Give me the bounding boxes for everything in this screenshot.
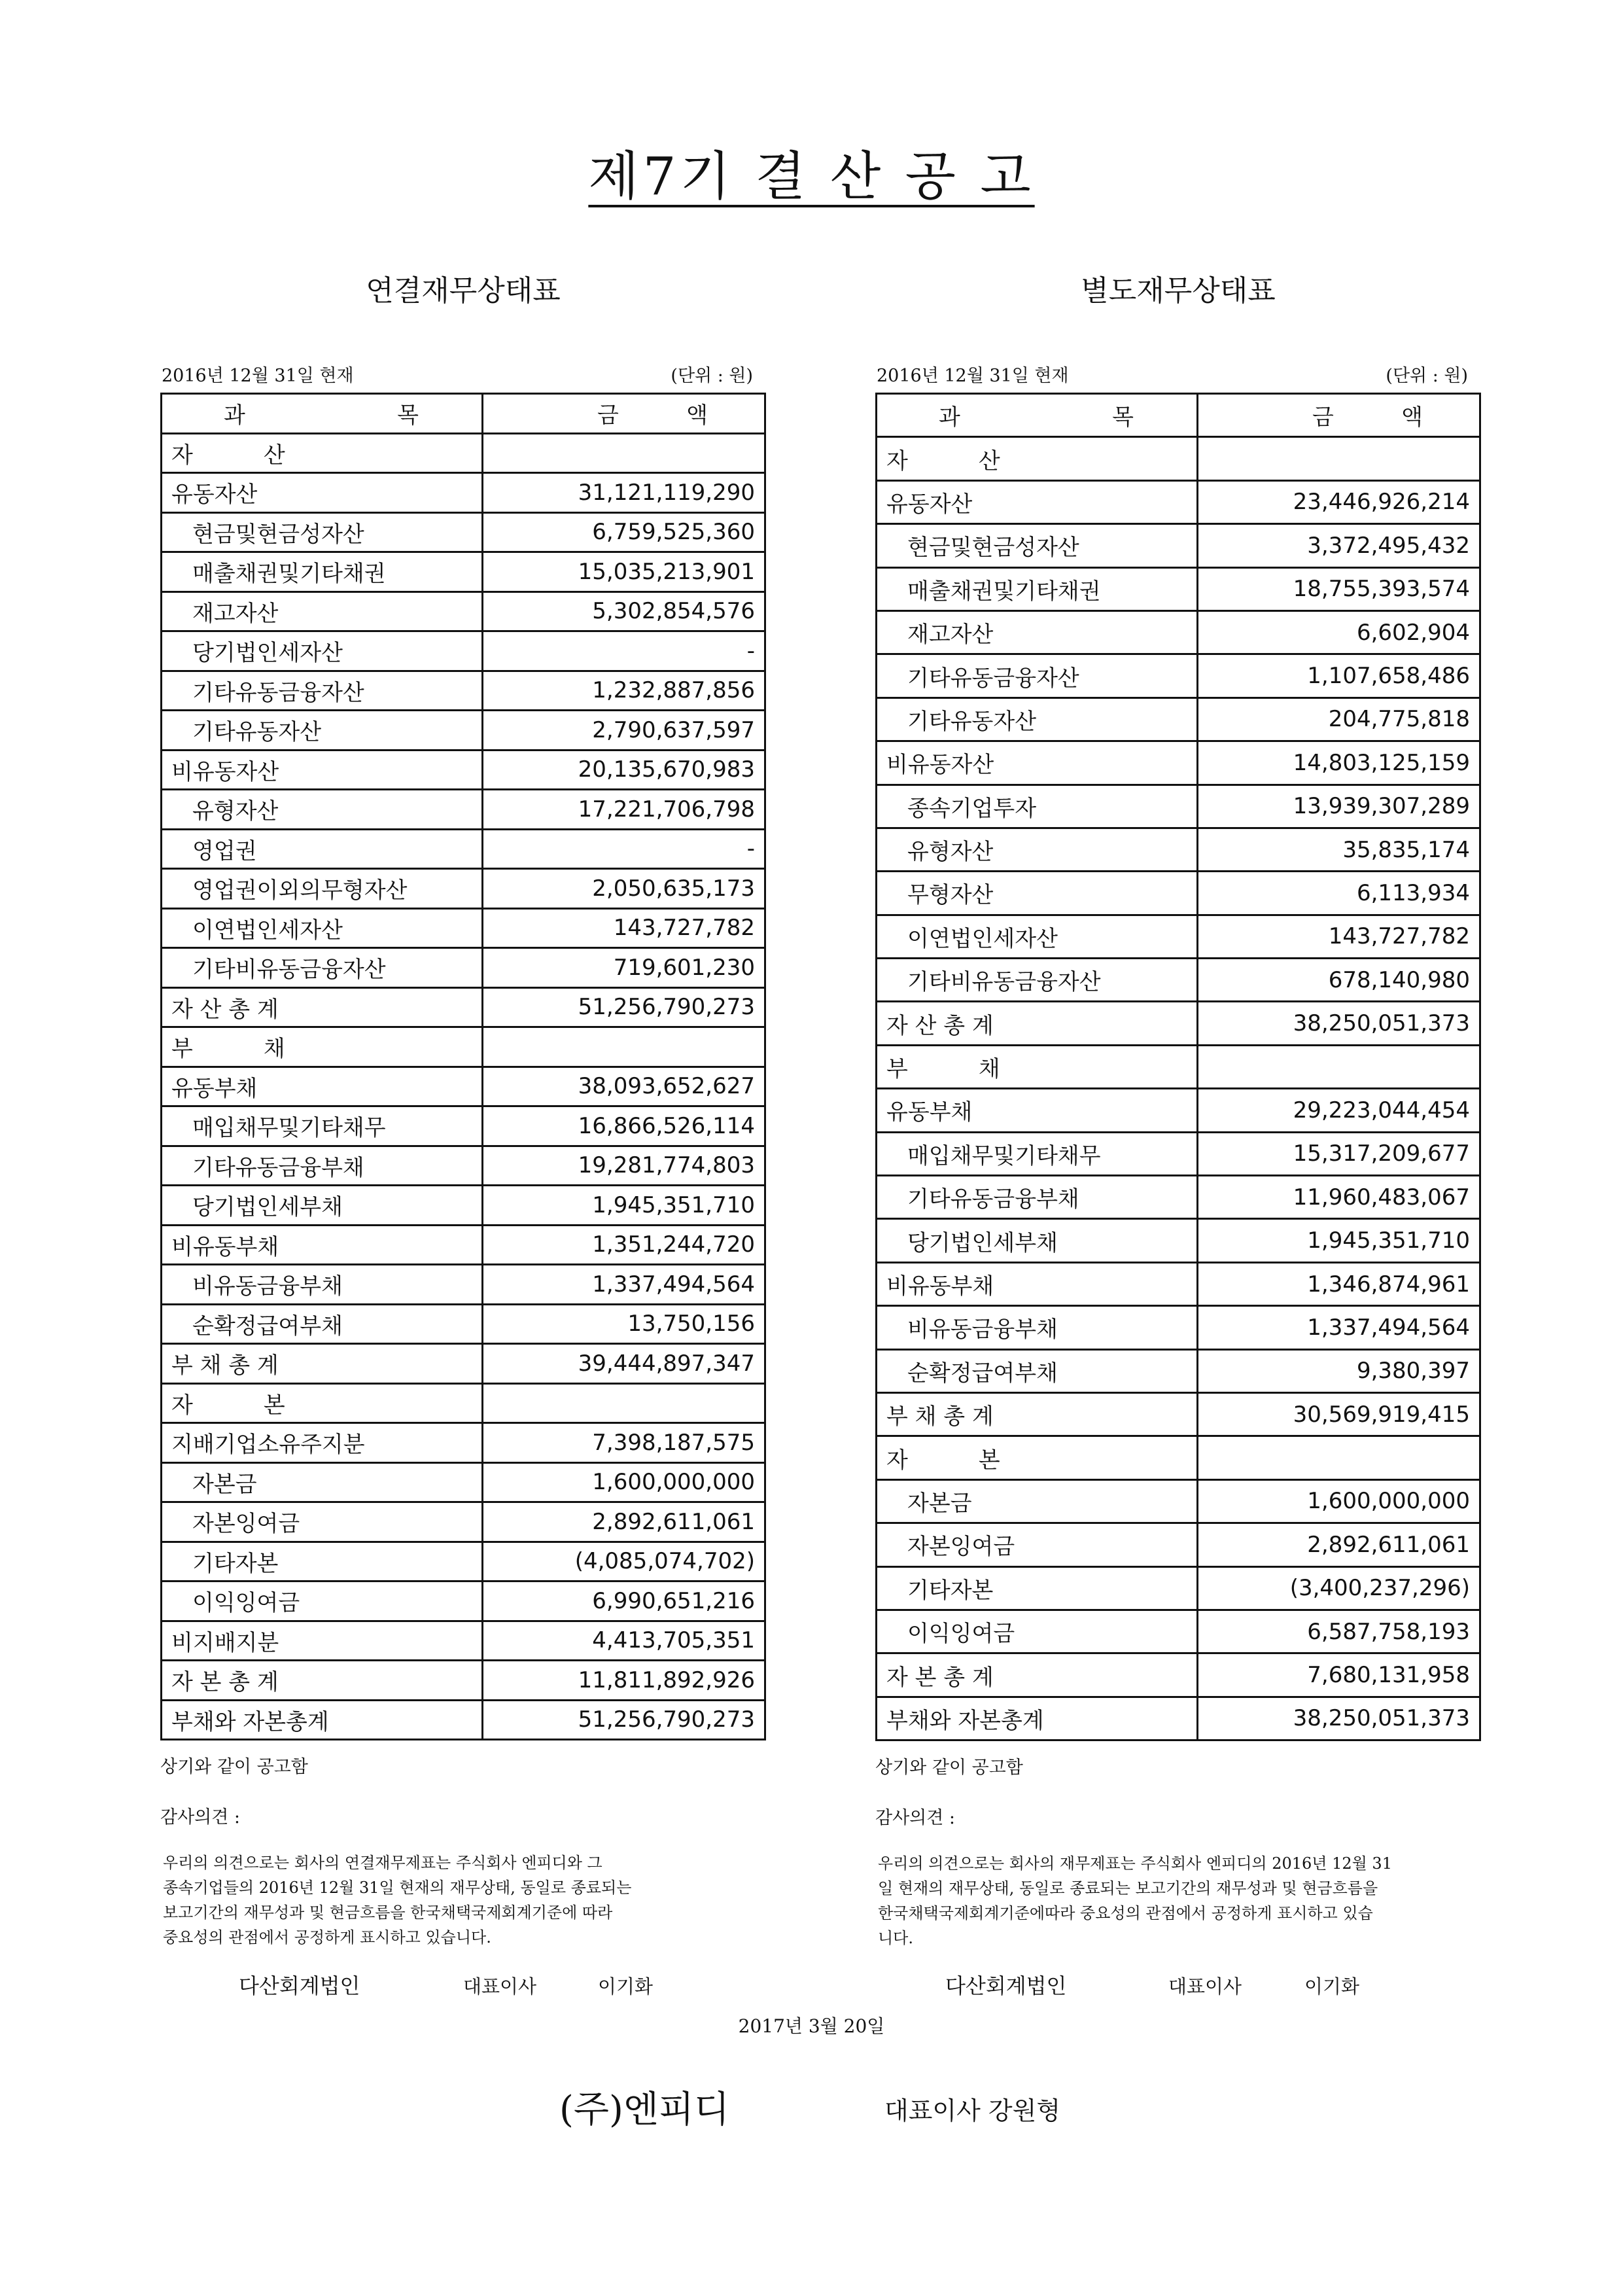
account-name: 비유동금융부채: [162, 1265, 483, 1305]
account-amount: 1,600,000,000: [483, 1462, 765, 1502]
account-amount: 4,413,705,351: [483, 1621, 765, 1661]
account-name: 유동부채: [877, 1089, 1198, 1132]
account-name: 비유동자산: [877, 741, 1198, 785]
account-amount: 719,601,230: [483, 948, 765, 988]
header-item-b: 목: [1112, 404, 1135, 431]
account-name: 당기법인세부채: [877, 1219, 1198, 1262]
table-header-row: [877, 394, 1480, 437]
account-amount: 15,317,209,677: [1198, 1132, 1480, 1175]
account-name: 당기법인세부채: [162, 1186, 483, 1226]
header-amount: [483, 394, 765, 434]
table-row: [877, 915, 1480, 958]
account-amount: 19,281,774,803: [483, 1146, 765, 1186]
account-amount: 35,835,174: [1198, 828, 1480, 871]
account-name: 부 채 총 계: [877, 1392, 1198, 1436]
account-name: 유동자산: [877, 480, 1198, 523]
header-amount-a: 금: [1312, 404, 1335, 431]
account-name: 이연법인세자산: [162, 908, 483, 948]
table-row: [162, 631, 765, 671]
account-name: 매출채권및기타채권: [162, 552, 483, 592]
account-amount: (3,400,237,296): [1198, 1566, 1480, 1610]
account-name: 재고자산: [877, 610, 1198, 654]
account-amount: 143,727,782: [1198, 915, 1480, 958]
account-amount: 3,372,495,432: [1198, 524, 1480, 567]
account-amount: 17,221,706,798: [483, 790, 765, 830]
table-row: [877, 785, 1480, 828]
account-amount: -: [483, 829, 765, 869]
table-row: [162, 1027, 765, 1067]
table-row: [162, 552, 765, 592]
table-row: [162, 1304, 765, 1344]
account-name: 매입채무및기타채무: [877, 1132, 1198, 1175]
account-amount: 15,035,213,901: [483, 552, 765, 592]
opinion-line: 종속기업들의 2016년 12월 31일 현재의 재무상태, 동일로 종료되는: [163, 1879, 632, 1897]
account-amount: 39,444,897,347: [483, 1344, 765, 1384]
table-row: [162, 1225, 765, 1265]
table-row: [877, 872, 1480, 915]
table-row: [162, 512, 765, 552]
account-name: 종속기업투자: [877, 785, 1198, 828]
account-name: 이익잉여금: [877, 1610, 1198, 1653]
opinion-line: 중요성의 관점에서 공정하게 표시하고 있습니다.: [163, 1928, 491, 1947]
table-row: [877, 698, 1480, 741]
header-item-a: 과: [224, 402, 247, 429]
account-amount: 2,892,611,061: [483, 1502, 765, 1542]
table-row: [162, 1581, 765, 1621]
header-item: [877, 394, 1198, 437]
table-row: [162, 1423, 765, 1463]
auditor-name: 다산회계법인: [945, 1973, 1067, 1998]
company-name: (주)엔피디: [559, 2089, 730, 2131]
account-amount: [1198, 1436, 1480, 1479]
account-amount: 6,990,651,216: [483, 1581, 765, 1621]
table-row: [162, 1265, 765, 1305]
account-name: 재고자산: [162, 592, 483, 631]
table-row: [162, 1344, 765, 1384]
opinion-line: 우리의 의견으로는 회사의 재무제표는 주식회사 엔피디의 2016년 12월 31: [878, 1854, 1392, 1873]
header-amount-b: 액: [686, 402, 709, 429]
account-name: 무형자산: [877, 872, 1198, 915]
account-amount: 1,232,887,856: [483, 671, 765, 711]
account-name: 부 채: [877, 1045, 1198, 1088]
account-name: 부 채 총 계: [162, 1344, 483, 1384]
account-name: 기타자본: [162, 1542, 483, 1581]
account-name: 자 산 총 계: [162, 987, 483, 1027]
account-name: 지배기업소유주지분: [162, 1423, 483, 1463]
audit-opinion-text: [160, 1850, 752, 1950]
account-name: 기타비유동금융자산: [877, 959, 1198, 1002]
account-name: 기타유동자산: [162, 711, 483, 751]
page-title: 제7기 결 산 공 고: [588, 146, 1035, 207]
table-row: [162, 671, 765, 711]
account-name: 유동부채: [162, 1067, 483, 1106]
account-amount: 678,140,980: [1198, 959, 1480, 1002]
consolidated-statement-title: 연결재무상태표: [366, 274, 561, 308]
announcement-note: 상기와 같이 공고함: [875, 1757, 1023, 1778]
account-name: 비유동자산: [162, 750, 483, 790]
account-amount: 11,960,483,067: [1198, 1176, 1480, 1219]
statement-date: 2016년 12월 31일 현재: [877, 366, 1069, 386]
account-amount: 6,587,758,193: [1198, 1610, 1480, 1653]
publication-date: 2017년 3월 20일: [738, 2015, 885, 2037]
account-amount: 6,113,934: [1198, 872, 1480, 915]
audit-opinion-label: 감사의견 :: [875, 1808, 956, 1829]
account-name: 이익잉여금: [162, 1581, 483, 1621]
announcement-note: 상기와 같이 공고함: [160, 1757, 308, 1777]
account-name: 순확정급여부채: [162, 1304, 483, 1344]
account-name: 자본잉여금: [877, 1523, 1198, 1566]
account-amount: [483, 1383, 765, 1423]
table-row: [877, 1697, 1480, 1740]
table-row: [877, 959, 1480, 1002]
table-row: [877, 1089, 1480, 1132]
account-name: 기타유동자산: [877, 698, 1198, 741]
account-amount: 51,256,790,273: [483, 987, 765, 1027]
account-amount: 143,727,782: [483, 908, 765, 948]
table-row: [877, 1176, 1480, 1219]
account-name: 유동자산: [162, 473, 483, 513]
account-name: 기타자본: [877, 1566, 1198, 1610]
account-amount: 5,302,854,576: [483, 592, 765, 631]
table-row: [877, 1392, 1480, 1436]
table-row: [877, 1610, 1480, 1653]
table-row: [877, 1262, 1480, 1305]
account-name: 현금및현금성자산: [162, 512, 483, 552]
table-row: [162, 1186, 765, 1226]
statement-meta: [160, 353, 766, 393]
account-amount: 1,107,658,486: [1198, 654, 1480, 698]
table-row: [162, 1502, 765, 1542]
statement-unit: (단위 : 원): [671, 366, 753, 386]
account-amount: 29,223,044,454: [1198, 1089, 1480, 1132]
table-row: [877, 567, 1480, 610]
opinion-line: 한국채택국제회계기준에따라 중요성의 관점에서 공정하게 표시하고 있습: [878, 1904, 1373, 1923]
account-amount: 2,892,611,061: [1198, 1523, 1480, 1566]
separate-statement-title: 별도재무상태표: [1081, 274, 1276, 308]
header-amount: [1198, 394, 1480, 437]
account-amount: -: [483, 631, 765, 671]
account-name: 자 산: [162, 433, 483, 473]
account-name: 자본잉여금: [162, 1502, 483, 1542]
account-name: 기타유동금융자산: [162, 671, 483, 711]
account-amount: (4,085,074,702): [483, 1542, 765, 1581]
account-name: 이연법인세자산: [877, 915, 1198, 958]
account-amount: 1,945,351,710: [483, 1186, 765, 1226]
table-row: [162, 1661, 765, 1701]
header-item-b: 목: [397, 402, 420, 429]
account-amount: 6,602,904: [1198, 610, 1480, 654]
account-name: 현금및현금성자산: [877, 524, 1198, 567]
table-row: [877, 610, 1480, 654]
table-row: [162, 790, 765, 830]
account-amount: 1,600,000,000: [1198, 1479, 1480, 1523]
account-name: 기타유동금융부채: [162, 1146, 483, 1186]
table-row: [162, 1067, 765, 1106]
account-name: 기타비유동금융자산: [162, 948, 483, 988]
opinion-line: 일 현재의 재무상태, 동일로 종료되는 보고기간의 재무성과 및 현금흐름을: [878, 1879, 1378, 1898]
auditor-rep-label: 대표이사: [463, 1975, 537, 1998]
table-row: [162, 1621, 765, 1661]
account-name: 기타유동금융부채: [877, 1176, 1198, 1219]
account-amount: 1,346,874,961: [1198, 1262, 1480, 1305]
separate-statement-panel: [875, 268, 1481, 1951]
auditor-rep-name: 이기화: [1304, 1975, 1360, 1998]
statement-meta: [875, 353, 1481, 393]
account-name: 매입채무및기타채무: [162, 1106, 483, 1146]
account-amount: 7,680,131,958: [1198, 1653, 1480, 1697]
account-name: 순확정급여부채: [877, 1349, 1198, 1392]
account-amount: 1,337,494,564: [483, 1265, 765, 1305]
audit-opinion-text: [875, 1851, 1467, 1951]
account-amount: 9,380,397: [1198, 1349, 1480, 1392]
account-amount: 38,250,051,373: [1198, 1697, 1480, 1740]
account-amount: 23,446,926,214: [1198, 480, 1480, 523]
account-amount: 38,250,051,373: [1198, 1002, 1480, 1045]
account-name: 유형자산: [877, 828, 1198, 871]
account-name: 부채와 자본총계: [877, 1697, 1198, 1740]
account-amount: 31,121,119,290: [483, 473, 765, 513]
table-row: [162, 948, 765, 988]
account-name: 비유동부채: [162, 1225, 483, 1265]
table-row: [877, 1653, 1480, 1697]
account-amount: 1,351,244,720: [483, 1225, 765, 1265]
table-row: [877, 480, 1480, 523]
account-name: 매출채권및기타채권: [877, 567, 1198, 610]
table-row: [877, 1002, 1480, 1045]
consolidated-statement-panel: [160, 268, 766, 1950]
auditor-name: 다산회계법인: [239, 1973, 360, 1998]
account-amount: 13,750,156: [483, 1304, 765, 1344]
account-amount: 2,050,635,173: [483, 869, 765, 909]
opinion-line: 우리의 의견으로는 회사의 연결재무제표는 주식회사 엔피디와 그: [163, 1854, 602, 1872]
account-amount: 6,759,525,360: [483, 512, 765, 552]
table-row: [162, 1700, 765, 1740]
account-amount: 204,775,818: [1198, 698, 1480, 741]
opinion-line: 보고기간의 재무성과 및 현금흐름을 한국채택국제회계기준에 따라: [163, 1903, 613, 1922]
table-row: [877, 828, 1480, 871]
table-row: [877, 1566, 1480, 1610]
table-row: [162, 869, 765, 909]
opinion-line: 니다.: [878, 1929, 913, 1948]
separate-balance-table: [875, 393, 1481, 1741]
table-row: [877, 654, 1480, 698]
table-row: [877, 1523, 1480, 1566]
header-amount-b: 액: [1401, 404, 1424, 431]
audit-opinion-label: 감사의견 :: [160, 1807, 241, 1828]
account-name: 영업권이외의무형자산: [162, 869, 483, 909]
table-row: [877, 1306, 1480, 1349]
account-amount: 18,755,393,574: [1198, 567, 1480, 610]
account-amount: [1198, 437, 1480, 480]
account-name: 자 산 총 계: [877, 1002, 1198, 1045]
table-row: [877, 741, 1480, 785]
table-row: [162, 1462, 765, 1502]
table-row: [162, 987, 765, 1027]
table-row: [162, 829, 765, 869]
table-row: [162, 1383, 765, 1423]
table-row: [877, 1219, 1480, 1262]
table-row: [162, 433, 765, 473]
account-name: 기타유동금융자산: [877, 654, 1198, 698]
account-name: 부 채: [162, 1027, 483, 1067]
account-amount: 7,398,187,575: [483, 1423, 765, 1463]
account-amount: [483, 433, 765, 473]
account-amount: 20,135,670,983: [483, 750, 765, 790]
table-row: [877, 1479, 1480, 1523]
table-header-row: [162, 394, 765, 434]
table-row: [877, 1045, 1480, 1088]
header-item: [162, 394, 483, 434]
account-name: 비유동금융부채: [877, 1306, 1198, 1349]
account-amount: 16,866,526,114: [483, 1106, 765, 1146]
table-row: [162, 908, 765, 948]
table-row: [162, 711, 765, 751]
account-name: 자 본: [162, 1383, 483, 1423]
account-name: 비지배지분: [162, 1621, 483, 1661]
account-amount: 38,093,652,627: [483, 1067, 765, 1106]
account-amount: 11,811,892,926: [483, 1661, 765, 1701]
table-row: [877, 1349, 1480, 1392]
auditor-rep-label: 대표이사: [1168, 1975, 1242, 1998]
account-name: 부채와 자본총계: [162, 1700, 483, 1740]
account-amount: 13,939,307,289: [1198, 785, 1480, 828]
account-amount: 2,790,637,597: [483, 711, 765, 751]
account-name: 자 본: [877, 1436, 1198, 1479]
table-row: [877, 524, 1480, 567]
account-name: 자 본 총 계: [162, 1661, 483, 1701]
header-amount-a: 금: [597, 402, 620, 429]
table-row: [877, 1436, 1480, 1479]
account-name: 비유동부채: [877, 1262, 1198, 1305]
table-row: [877, 1132, 1480, 1175]
table-row: [162, 473, 765, 513]
account-name: 자 본 총 계: [877, 1653, 1198, 1697]
account-amount: [483, 1027, 765, 1067]
table-row: [162, 1146, 765, 1186]
table-row: [162, 750, 765, 790]
account-amount: [1198, 1045, 1480, 1088]
ceo-signature: 대표이사 강원형: [884, 2096, 1061, 2125]
account-name: 유형자산: [162, 790, 483, 830]
auditor-rep-name: 이기화: [598, 1975, 654, 1998]
table-row: [162, 1542, 765, 1581]
account-name: 자 산: [877, 437, 1198, 480]
header-item-a: 과: [939, 404, 962, 431]
account-name: 자본금: [162, 1462, 483, 1502]
account-amount: 1,337,494,564: [1198, 1306, 1480, 1349]
table-row: [162, 592, 765, 631]
account-amount: 30,569,919,415: [1198, 1392, 1480, 1436]
account-amount: 14,803,125,159: [1198, 741, 1480, 785]
account-amount: 51,256,790,273: [483, 1700, 765, 1740]
account-name: 영업권: [162, 829, 483, 869]
table-row: [877, 437, 1480, 480]
statement-date: 2016년 12월 31일 현재: [162, 366, 354, 386]
consolidated-balance-table: [160, 393, 766, 1740]
account-name: 당기법인세자산: [162, 631, 483, 671]
statement-unit: (단위 : 원): [1386, 366, 1468, 386]
table-row: [162, 1106, 765, 1146]
account-name: 자본금: [877, 1479, 1198, 1523]
account-amount: 1,945,351,710: [1198, 1219, 1480, 1262]
